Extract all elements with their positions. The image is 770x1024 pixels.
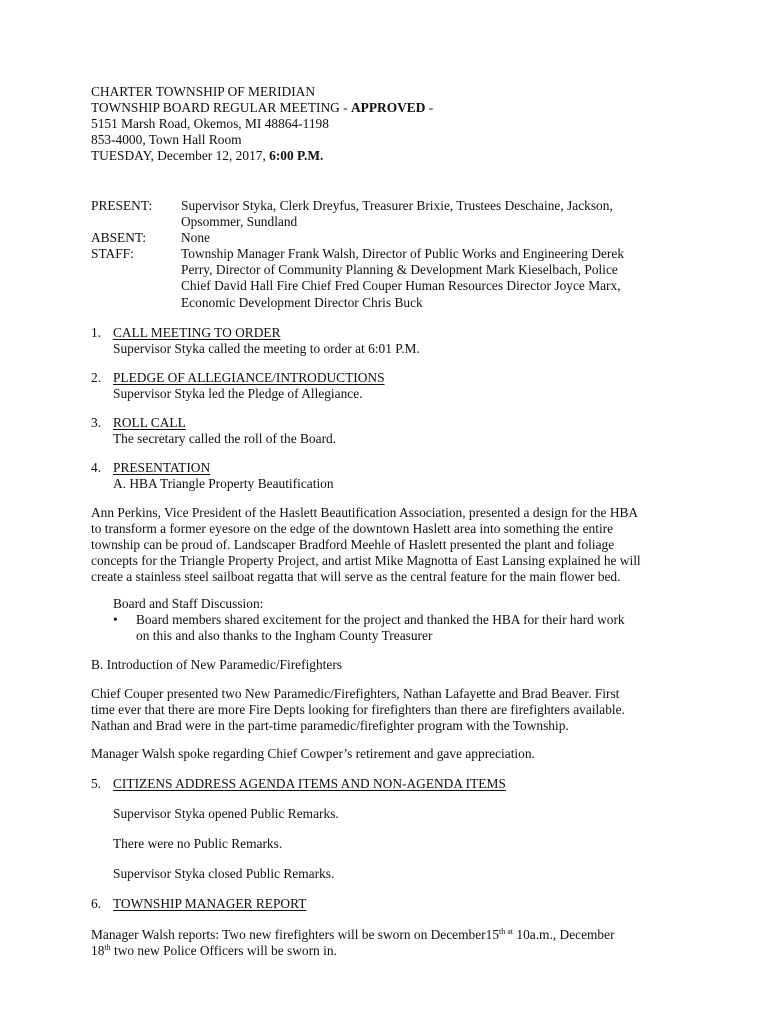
staff-value: Economic Development Director Chris Buck [181,294,423,310]
staff-row [91,246,691,310]
item-title: ROLL CALL [113,415,186,430]
item-number: 6. [91,896,102,911]
meeting-date: TUESDAY, December 12, 2017, 6:00 P.M. [91,148,324,164]
absent-label: ABSENT: [91,230,147,246]
bullet-line: on this and also thanks to the Ingham County Treasurer [136,628,433,644]
paragraph-line: Nathan and Brad were in the part-time paramedic/firefighter program with the Township. [91,718,569,734]
present-value: Supervisor Styka, Clerk Dreyfus, Treasurer Brixie, Trustees Deschaine, Jackson, [181,198,613,213]
public-remarks-closed: Supervisor Styka closed Public Remarks. [113,866,335,881]
item-text: Supervisor Styka called the meeting to order at 6:01 P.M. [113,341,420,357]
walsh-retirement: Manager Walsh spoke regarding Chief Cowper’s retirement and gave appreciation. [91,746,535,761]
public-remarks-opened: Supervisor Styka opened Public Remarks. [113,806,339,821]
absent-row [91,230,691,246]
approved-label: APPROVED [351,100,426,116]
meeting-time: 6:00 P.M. [269,148,324,164]
item-number: 1. [91,325,102,340]
township-name: CHARTER TOWNSHIP OF MERIDIAN [91,84,315,99]
paragraph-line: time ever that there are more Fire Depts looking for firefighters than there are firefighters available. [91,702,625,718]
staff-value: Perry, Director of Community Planning & Development Mark Kieselbach, Police [181,262,618,278]
section-b-title: B. Introduction of New Paramedic/Firefighters [91,657,343,672]
item-number: 5. [91,776,102,791]
board-discussion-heading: Board and Staff Discussion: [113,596,264,611]
staff-label: STAFF: [91,246,134,262]
couper-paragraph [91,686,691,734]
present-row [91,198,691,230]
bullet-line: Board members shared excitement for the project and thanked the HBA for their hard work [136,612,625,627]
item-text: A. HBA Triangle Property Beautification [113,476,334,492]
item-title: TOWNSHIP MANAGER REPORT [113,896,307,911]
paragraph-line: concepts for the Triangle Property Project, and artist Mike Magnotta of East Lansing explained he will [91,553,641,569]
manager-report-paragraph [91,927,691,959]
item-title: PRESENTATION [113,460,211,475]
item-number: 3. [91,415,102,430]
item-title: CITIZENS ADDRESS AGENDA ITEMS AND NON-AGENDA ITEMS [113,776,506,791]
bullet-icon: • [113,612,118,627]
item-number: 2. [91,370,102,385]
paragraph-line: create a stainless steel sailboat regatta that will serve as the central feature for the main flower bed. [91,569,621,585]
paragraph-line: township can be proud of. Landscaper Bradford Meehle of Haslett presented the plant and foliage [91,537,615,553]
item-text: The secretary called the roll of the Board. [113,431,337,447]
attendance-block [91,198,691,311]
meeting-header [91,84,691,164]
item-text: Supervisor Styka led the Pledge of Allegiance. [113,386,363,402]
present-label: PRESENT: [91,198,153,213]
paragraph-line: Chief Couper presented two New Paramedic/Firefighters, Nathan Lafayette and Brad Beaver. First [91,686,620,701]
address: 5151 Marsh Road, Okemos, MI 48864-1198 [91,116,329,132]
present-value: Opsommer, Sundland [181,214,298,230]
absent-value: None [181,230,211,246]
phone-room: 853-4000, Town Hall Room [91,132,242,148]
staff-value: Chief David Hall Fire Chief Fred Couper Human Resources Director Joyce Marx, [181,278,621,294]
item-title: CALL MEETING TO ORDER [113,325,281,340]
paragraph-line: to transform a former eyesore on the edge of the downtown Haslett area into something the entire [91,521,614,537]
paragraph-line: Manager Walsh reports: Two new firefighters will be sworn on $December15^{th at}$ 10a.m., December [91,927,615,942]
meeting-title: TOWNSHIP BOARD REGULAR MEETING - APPROVED - [91,100,434,116]
item-number: 4. [91,460,102,475]
item-title: PLEDGE OF ALLEGIANCE/INTRODUCTIONS [113,370,385,385]
paragraph-line: Ann Perkins, Vice President of the Haslett Beautification Association, presented a design for the HBA [91,505,639,520]
hba-paragraph [91,505,691,585]
public-remarks-none: There were no Public Remarks. [113,836,283,851]
paragraph-line: 18th two new Police Officers will be sworn in. [91,943,337,959]
staff-value: Township Manager Frank Walsh, Director of Public Works and Engineering Derek [181,246,625,262]
